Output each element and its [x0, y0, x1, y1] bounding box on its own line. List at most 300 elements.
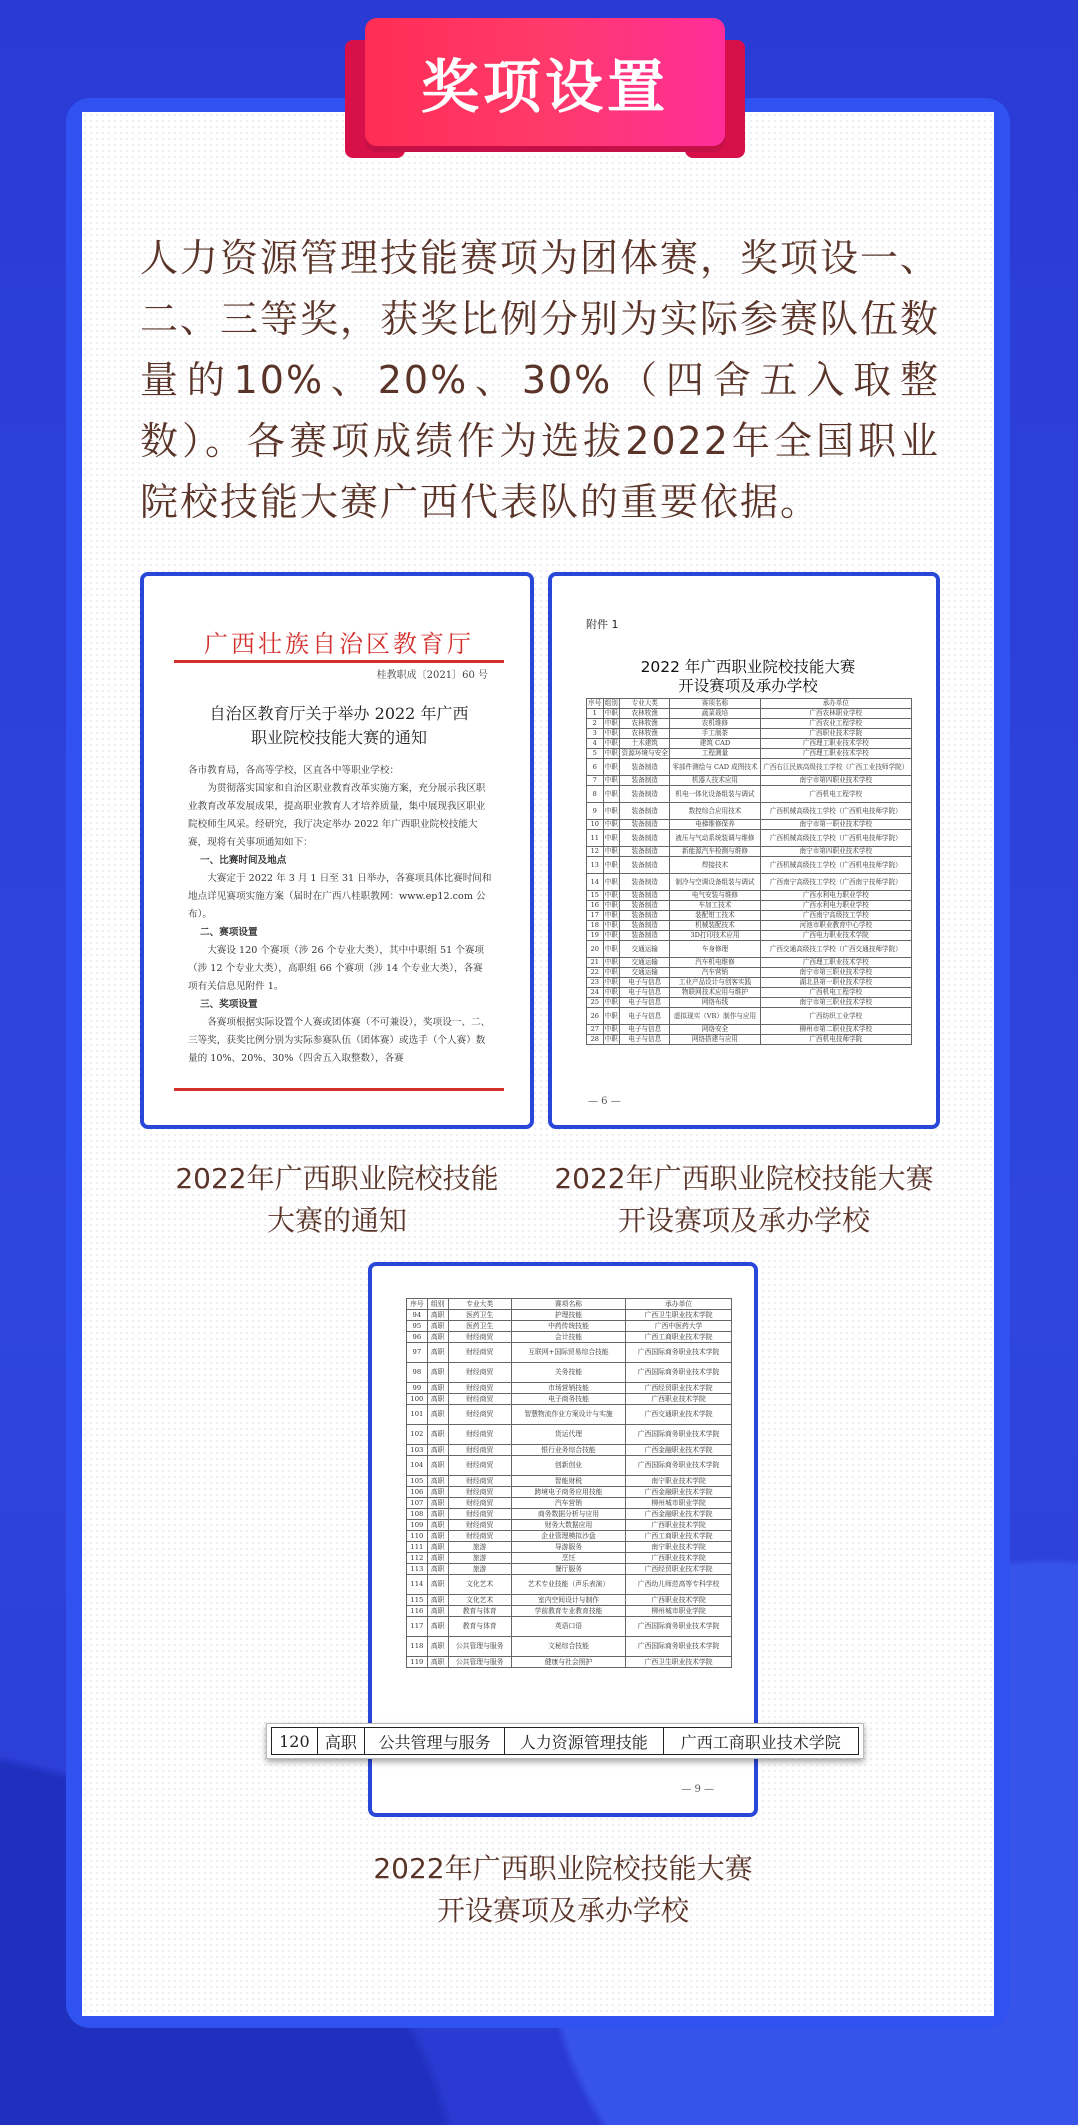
table-cell: 教育与体育 [448, 1617, 511, 1637]
table-cell: 17 [587, 911, 604, 921]
table-cell: 装备制造 [620, 776, 670, 786]
table-cell: 24 [587, 988, 604, 998]
table-row [587, 1035, 912, 1045]
table-cell: 26 [587, 1008, 604, 1025]
table-cell: 中职 [604, 891, 618, 900]
table-cell: 装备制造 [620, 759, 670, 776]
table-cell: 95 [407, 1321, 428, 1332]
table-cell: 94 [407, 1310, 428, 1321]
table-cell: 电子与信息 [620, 1035, 670, 1045]
table-row [407, 1509, 732, 1520]
table-cell: 公共管理与服务 [448, 1657, 511, 1668]
table-cell: 中职 [603, 786, 620, 803]
notice-para: 为贯彻落实国家和自治区职业教育改革实施方案，充分展示我区职业教育改革发展成果，提高职业教育人才培养质量，集中展现我区职业院校师生风采。经研究，我厅决定举办 2022 年广西职业院校技能大赛，现将有关事项通知如下： [188, 783, 486, 848]
table-row [587, 1008, 912, 1025]
table-cell: 旅游 [448, 1542, 511, 1553]
table-row [587, 719, 912, 729]
table-row [407, 1487, 732, 1498]
table-cell: 广西卫生职业技术学院 [626, 1657, 732, 1668]
table-cell: 医药卫生 [448, 1321, 511, 1332]
notice-document-image[interactable] [140, 572, 534, 1129]
table-cell: 3 [587, 729, 604, 739]
table-cell: 文化艺术 [448, 1575, 511, 1595]
table-cell: 14 [587, 874, 604, 891]
table-cell: 中职 [604, 978, 618, 987]
table-cell: 12 [587, 847, 604, 857]
table-cell: 南宁市第一职业技术学校 [760, 820, 911, 830]
table-cell: 110 [407, 1531, 428, 1542]
table-row [587, 941, 912, 958]
notice-header: 广西壮族自治区教育厅 [204, 630, 474, 658]
table-cell: 南宁市第四职业技术学校 [760, 847, 911, 857]
table-cell: 广西水利电力职业学校 [760, 891, 911, 901]
table-cell: 财经商贸 [448, 1363, 511, 1383]
table-cell: 103 [407, 1445, 428, 1456]
table-cell: 1 [587, 709, 604, 719]
table-cell: 中职 [604, 776, 618, 785]
table-cell: 学前教育专业教育技能 [511, 1606, 625, 1617]
notice-title-line1: 自治区教育厅关于举办 2022 年广西 [209, 704, 469, 723]
table-cell: 财经商贸 [448, 1456, 511, 1476]
table-cell: 广西机电工程学校 [760, 988, 911, 998]
table-row [407, 1405, 732, 1425]
table-cell: 13 [587, 857, 604, 874]
banner-plate [365, 18, 725, 146]
table-cell: 广西交通高级技工学校（广西交通技师学院） [760, 941, 911, 958]
notice-bottom-line [174, 1088, 504, 1091]
table-cell: 建筑 CAD [670, 739, 760, 749]
table-cell: 中职 [604, 719, 618, 728]
table-cell: 互联网+国际贸易综合技能 [511, 1343, 625, 1363]
table-cell: 智能财税 [511, 1476, 625, 1487]
caption-line: 2022年广西职业院校技能大赛 [554, 1162, 934, 1195]
table-cell: 中职 [604, 1025, 618, 1034]
table-cell: 物联网技术应用与维护 [670, 988, 760, 998]
table-cell: 广西卫生职业技术学院 [626, 1310, 732, 1321]
table-cell: 导游服务 [511, 1542, 625, 1553]
table-cell: 广西幼儿师范高等专科学校 [626, 1575, 732, 1595]
table-cell: 创新创业 [511, 1456, 625, 1476]
table-cell: 20 [587, 941, 604, 958]
table-cell: 装备制造 [620, 901, 670, 911]
table-cell: 装备制造 [620, 803, 670, 820]
table-cell: 电子与信息 [620, 988, 670, 998]
table-row [407, 1637, 732, 1657]
table-cell: 货运代理 [511, 1425, 625, 1445]
table-cell: 广西纺织工业学校 [760, 1008, 911, 1025]
table-cell: 7 [587, 776, 604, 786]
table-cell: 高职 [427, 1476, 448, 1487]
table-cell: 广西国际商务职业技术学院 [626, 1456, 732, 1476]
table-cell: 9 [587, 803, 604, 820]
table-row [407, 1425, 732, 1445]
table-cell: 118 [407, 1637, 428, 1657]
caption-list-1 [530, 1158, 958, 1242]
caption-notice [140, 1158, 534, 1242]
table-cell: 广西国际商务职业技术学院 [626, 1617, 732, 1637]
notice-heading: 二、赛项设置 [200, 927, 258, 938]
table-cell: 18 [587, 921, 604, 931]
table-cell: 电子商务技能 [511, 1394, 625, 1405]
highlight-table [271, 1727, 859, 1755]
caption-line: 开设赛项及承办学校 [436, 1894, 689, 1927]
table-row [407, 1553, 732, 1564]
table-cell: 2 [587, 719, 604, 729]
table-cell: 广西工商职业技术学院 [626, 1531, 732, 1542]
table-cell: 中职 [603, 759, 620, 776]
table-row [587, 978, 912, 988]
table-cell: 高职 [427, 1445, 448, 1456]
table-cell: 柳州市第二职业技术学校 [760, 1025, 911, 1035]
table-row [587, 921, 912, 931]
table-cell: 资源环境与安全 [620, 749, 670, 759]
table-cell: 医药卫生 [448, 1310, 511, 1321]
table-cell: 广西金融职业技术学院 [626, 1487, 732, 1498]
table-cell: 高职 [427, 1542, 448, 1553]
table-cell: 97 [407, 1343, 428, 1363]
table-row [587, 803, 912, 820]
table-row [407, 1595, 732, 1606]
table-header-cell: 承办单位 [626, 1299, 732, 1310]
table-cell: 119 [407, 1657, 428, 1668]
table-cell: 财经商贸 [448, 1476, 511, 1487]
table-cell: 数控综合应用技术 [670, 803, 760, 820]
table-cell: 新能源汽车检测与维修 [670, 847, 760, 857]
table-row [587, 874, 912, 891]
table-cell: 广西职业技术学院 [626, 1595, 732, 1606]
table-cell: 虚拟现实（VR）制作与应用 [670, 1008, 760, 1025]
table-row [587, 830, 912, 847]
table-row [407, 1456, 732, 1476]
table-cell: 智慧物流作业方案设计与实施 [511, 1405, 625, 1425]
table-row [407, 1332, 732, 1343]
table-cell: 高职 [427, 1657, 448, 1668]
table-cell: 高职 [427, 1394, 448, 1405]
table-cell: 5 [587, 749, 604, 759]
table-cell: 南宁市第四职业技术学校 [760, 776, 911, 786]
table-cell: 高职 [427, 1595, 448, 1606]
table-cell: 8 [587, 786, 604, 803]
list-title-line2: 开设赛项及承办学校 [678, 677, 818, 695]
table-cell: 网络安全 [670, 1025, 760, 1035]
table-cell: 15 [587, 891, 604, 901]
highlight-cell: 120 [272, 1728, 318, 1755]
table-cell: 装备制造 [620, 874, 670, 891]
table-cell: 高职 [427, 1487, 448, 1498]
table-cell: 电子与信息 [620, 1025, 670, 1035]
table-cell: 6 [587, 759, 604, 776]
list-title [572, 658, 924, 696]
table-cell: 广西金融职业技术学院 [626, 1445, 732, 1456]
table-cell: 南宁职业技术学院 [626, 1542, 732, 1553]
table-cell: 旅游 [448, 1553, 511, 1564]
table-cell: 焊接技术 [670, 857, 760, 874]
table-row [587, 759, 912, 776]
table-cell: 财经商贸 [448, 1520, 511, 1531]
table-row [407, 1476, 732, 1487]
table-cell: 企业管理模拟沙盘 [511, 1531, 625, 1542]
table-cell: 文秘综合技能 [511, 1637, 625, 1657]
table-cell: 广西经贸职业技术学院 [626, 1564, 732, 1575]
table-cell: 中职 [603, 830, 620, 847]
table-row [587, 1025, 912, 1035]
table-cell: 财经商贸 [448, 1498, 511, 1509]
notice-body [188, 762, 492, 1068]
table-cell: 交通运输 [620, 968, 670, 978]
table-cell: 装备制造 [620, 786, 670, 803]
table-header-cell: 专业大类 [620, 699, 670, 709]
table-cell: 4 [587, 739, 604, 749]
table-row [407, 1606, 732, 1617]
table-cell: 高职 [427, 1531, 448, 1542]
table-cell: 111 [407, 1542, 428, 1553]
intro-paragraph: 人力资源管理技能赛项为团体赛，奖项设一、二、三等奖，获奖比例分别为实际参赛队伍数量的10%、20%、30%（四舍五入取整数）。各赛项成绩作为选拔2022年全国职业院校技能大赛广西代表队的重要依据。 [140, 236, 941, 524]
table-cell: 装备制造 [620, 921, 670, 931]
table-cell: 商务数据分析与应用 [511, 1509, 625, 1520]
caption-list-2 [338, 1848, 788, 1932]
table-cell: 中职 [604, 921, 618, 930]
table-row [407, 1657, 732, 1668]
table-row [407, 1445, 732, 1456]
table-cell: 中职 [604, 911, 618, 920]
table-header-cell: 专业大类 [448, 1299, 511, 1310]
table-cell: 广西理工职业技术学校 [760, 749, 911, 759]
table-cell: 电子与信息 [620, 978, 670, 988]
table-cell: 网络搭建与应用 [670, 1035, 760, 1045]
table-row [587, 739, 912, 749]
table-cell: 广西电力职业技术学院 [760, 931, 911, 941]
attachment-label: 附件 1 [586, 618, 619, 631]
table-cell: 广西职业技术学院 [760, 729, 911, 739]
table-cell: 财务大数据应用 [511, 1520, 625, 1531]
table-cell: 广西南宁高级技工学校（广西南宁技师学院） [760, 874, 911, 891]
table-cell: 南宁市第三职业技术学校 [760, 998, 911, 1008]
table-cell: 制冷与空调设备组装与调试 [670, 874, 760, 891]
notice-red-line [174, 660, 504, 663]
table-cell: 100 [407, 1394, 428, 1405]
table-row [587, 931, 912, 941]
table-cell: 中职 [604, 901, 618, 910]
notice-heading: 一、比赛时间及地点 [200, 855, 287, 866]
highlight-cell: 公共管理与服务 [365, 1728, 505, 1755]
table-cell: 中职 [604, 931, 618, 940]
table-cell: 高职 [427, 1509, 448, 1520]
table-cell: 22 [587, 968, 604, 978]
table-cell: 高职 [427, 1520, 448, 1531]
table-row [587, 729, 912, 739]
table-cell: 25 [587, 998, 604, 1008]
table-cell: 南宁职业技术学院 [626, 1476, 732, 1487]
table-cell: 高职 [427, 1405, 448, 1425]
table-cell: 液压与气动系统装调与维修 [670, 830, 760, 847]
table-row [587, 709, 912, 719]
table-cell: 装备制造 [620, 820, 670, 830]
table-cell: 农林牧渔 [620, 729, 670, 739]
table-cell: 98 [407, 1363, 428, 1383]
table-cell: 装备制造 [620, 857, 670, 874]
table-cell: 23 [587, 978, 604, 988]
table-cell: 21 [587, 958, 604, 968]
table-cell: 中职 [603, 874, 620, 891]
table-cell: 财经商贸 [448, 1343, 511, 1363]
table-row [587, 847, 912, 857]
table-cell: 教育与体育 [448, 1606, 511, 1617]
table-row [407, 1343, 732, 1363]
table-cell: 中职 [604, 709, 618, 718]
table-cell: 高职 [427, 1606, 448, 1617]
page-number: — 6 — [588, 1096, 621, 1107]
table-header-cell: 赛项名称 [511, 1299, 625, 1310]
table-cell: 广西交通职业技术学院 [626, 1405, 732, 1425]
table-cell: 农林牧渔 [620, 709, 670, 719]
table-cell: 115 [407, 1595, 428, 1606]
table-cell: 101 [407, 1405, 428, 1425]
competition-table-2 [406, 1298, 732, 1668]
table-cell: 市场营销技能 [511, 1383, 625, 1394]
table-cell: 装备制造 [620, 931, 670, 941]
notice-salutation: 各市教育局，各高等学校，区直各中等职业学校： [188, 765, 400, 776]
competition-list-image-1[interactable] [548, 572, 940, 1129]
table-cell: 河池市职业教育中心学校 [760, 921, 911, 931]
table-cell: 健康与社会照护 [511, 1657, 625, 1668]
table-cell: 广西农林职业学校 [760, 709, 911, 719]
table-cell: 广西职业技术学院 [626, 1394, 732, 1405]
table-cell: 114 [407, 1575, 428, 1595]
table-row [587, 776, 912, 786]
table-cell: 广西职业技术学院 [626, 1520, 732, 1531]
table-cell: 跨境电子商务应用技能 [511, 1487, 625, 1498]
table-row [587, 901, 912, 911]
table-row [407, 1520, 732, 1531]
table-cell: 中职 [604, 1035, 618, 1044]
notice-para: 大赛定于 2022 年 3 月 1 日至 31 日举办，各赛项具体比赛时间和地点详见赛项实施方案（届时在广西八桂职教网：www.ep12.com 公布）。 [188, 873, 492, 920]
table-row [407, 1498, 732, 1509]
table-cell: 财经商贸 [448, 1332, 511, 1343]
table-cell: 19 [587, 931, 604, 941]
notice-title-line2: 职业院校技能大赛的通知 [250, 728, 427, 747]
table-cell: 广西机电工程学校 [760, 786, 911, 803]
table-cell: 中药传统技能 [511, 1321, 625, 1332]
table-row [407, 1383, 732, 1394]
table-cell: 交通运输 [620, 941, 670, 958]
table-cell: 装备制造 [620, 830, 670, 847]
table-cell: 109 [407, 1520, 428, 1531]
table-cell: 高职 [427, 1363, 448, 1383]
table-cell: 高职 [427, 1425, 448, 1445]
table-cell: 财经商贸 [448, 1425, 511, 1445]
table-cell: 装配钳工技术 [670, 911, 760, 921]
table-cell: 高职 [427, 1456, 448, 1476]
highlight-cell: 高职 [317, 1728, 364, 1755]
table-cell: 高职 [427, 1343, 448, 1363]
table-row [587, 911, 912, 921]
table-cell: 电子与信息 [620, 1008, 670, 1025]
table-row [587, 891, 912, 901]
table-cell: 柳州城市职业学院 [626, 1498, 732, 1509]
table-cell: 广西职业技术学院 [626, 1553, 732, 1564]
caption-line: 大赛的通知 [266, 1204, 407, 1237]
table-cell: 高职 [427, 1310, 448, 1321]
table-cell: 车身修理 [670, 941, 760, 958]
table-cell: 网络布线 [670, 998, 760, 1008]
notice-heading: 三、奖项设置 [200, 999, 258, 1010]
table-cell: 广西机械高级技工学校（广西机电技师学院） [760, 830, 911, 847]
table-row [587, 749, 912, 759]
table-cell: 高职 [427, 1575, 448, 1595]
table-cell: 广西机械高级技工学校（广西机电技师学院） [760, 857, 911, 874]
table-cell: 湖北县第一职业技术学校 [760, 978, 911, 988]
table-cell: 装备制造 [620, 847, 670, 857]
table-row [587, 958, 912, 968]
table-header-row [587, 699, 912, 709]
table-cell: 烹饪 [511, 1553, 625, 1564]
table-cell: 10 [587, 820, 604, 830]
table-cell: 16 [587, 901, 604, 911]
table-cell: 高职 [427, 1332, 448, 1343]
table-cell: 中职 [604, 739, 618, 748]
table-cell: 104 [407, 1456, 428, 1476]
table-cell: 高职 [427, 1321, 448, 1332]
table-cell: 英语口语 [511, 1617, 625, 1637]
table-row [407, 1363, 732, 1383]
table-cell: 27 [587, 1025, 604, 1035]
table-row [407, 1394, 732, 1405]
table-header-cell: 序号 [588, 699, 602, 708]
table-cell: 银行业务综合技能 [511, 1445, 625, 1456]
table-cell: 汽车机电维修 [670, 958, 760, 968]
table-cell: 高职 [427, 1553, 448, 1564]
table-cell: 117 [407, 1617, 428, 1637]
table-cell: 财经商贸 [448, 1405, 511, 1425]
table-header-cell: 序号 [407, 1299, 428, 1310]
table-cell: 中职 [604, 958, 618, 967]
table-cell: 113 [407, 1564, 428, 1575]
table-cell: 108 [407, 1509, 428, 1520]
table-row [407, 1575, 732, 1595]
table-cell: 广西理工职业技术学校 [760, 958, 911, 968]
table-cell: 装备制造 [620, 911, 670, 921]
table-cell: 财经商贸 [448, 1509, 511, 1520]
table-cell: 11 [587, 830, 604, 847]
table-cell: 机电一体化设备组装与调试 [670, 786, 760, 803]
table-cell: 中职 [604, 820, 618, 829]
table-cell: 高职 [427, 1617, 448, 1637]
table-cell: 高职 [427, 1637, 448, 1657]
table-cell: 财经商贸 [448, 1487, 511, 1498]
table-cell: 广西右江民族高级技工学校（广西工业技师学院） [760, 759, 911, 776]
notice-para: 大赛设 120 个赛项（涉 26 个专业大类），其中中职组 51 个赛项（涉 12 个专业大类），高职组 66 个赛项（涉 14 个专业大类），各赛项有关信息见附件 1。 [188, 945, 485, 992]
table-cell: 中职 [603, 941, 620, 958]
table-cell: 广西国际商务职业技术学院 [626, 1363, 732, 1383]
table-cell: 广西国际商务职业技术学院 [626, 1343, 732, 1363]
table-row [407, 1564, 732, 1575]
table-cell: 零部件测绘与 CAD 成图技术 [670, 759, 760, 776]
table-row [587, 988, 912, 998]
table-row [587, 998, 912, 1008]
table-cell: 财经商贸 [448, 1531, 511, 1542]
table-cell: 艺术专业技能（声乐表演） [511, 1575, 625, 1595]
table-cell: 中职 [604, 729, 618, 738]
table-cell: 餐厅服务 [511, 1564, 625, 1575]
highlight-row [272, 1728, 859, 1755]
table-cell: 广西金融职业技术学院 [626, 1509, 732, 1520]
table-cell: 交通运输 [620, 958, 670, 968]
table-cell: 文化艺术 [448, 1595, 511, 1606]
table-cell: 公共管理与服务 [448, 1637, 511, 1657]
table-cell: 广西中医药大学 [626, 1321, 732, 1332]
table-cell: 3D打印技术应用 [670, 931, 760, 941]
table-cell: 中职 [604, 998, 618, 1007]
